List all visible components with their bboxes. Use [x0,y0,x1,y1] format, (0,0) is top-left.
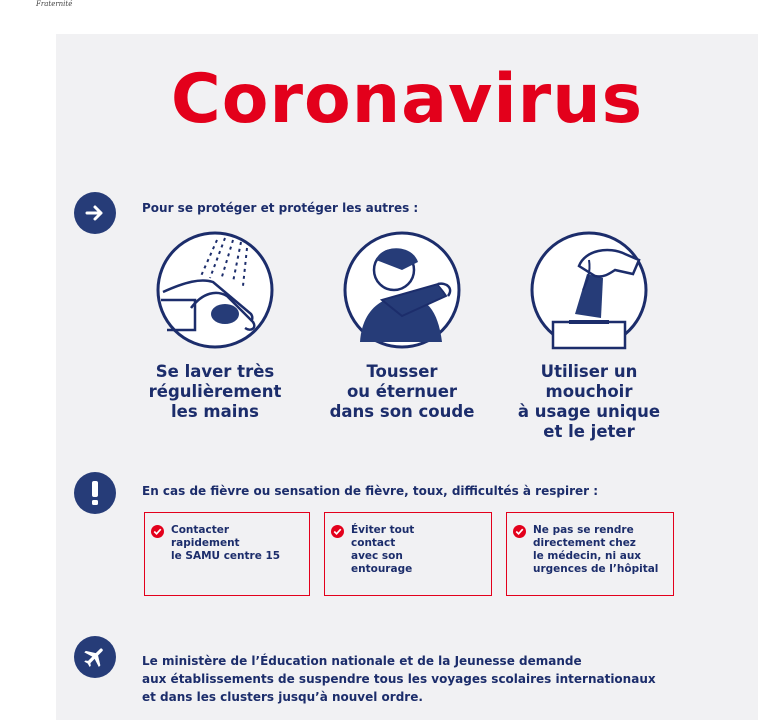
fever-heading: En cas de fièvre ou sensation de fièvre, toux, difficultés à respirer : [142,484,599,498]
alert-avoid-contact: Éviter tout contact avec son entourage [324,512,492,596]
caption-cough-elbow: Tousser ou éternuer dans son coude [329,362,475,421]
alert-no-doctor-visit: Ne pas se rendre directement chez le médecin, ni aux urgences de l’hôpital [506,512,674,596]
check-icon [331,525,344,538]
protect-heading: Pour se protéger et protéger les autres : [142,201,419,215]
wash-hands-icon [155,230,275,350]
republic-motto: Fraternité [36,0,73,8]
arrow-right-icon [74,192,116,234]
caption-wash-hands: Se laver très régulièrement les mains [148,362,282,421]
coronavirus-poster [56,34,758,720]
cough-elbow-icon [342,230,462,350]
check-icon [513,525,526,538]
travel-notice: Le ministère de l’Éducation nationale et de la Jeunesse demande aux établissements de suspendre tous les voyages scolaires internationaux et dans les clusters jusqu’à nouvel ordre. [142,654,656,704]
alert-call-samu: Contacter rapidement le SAMU centre 15 [144,512,310,596]
tissue-icon [529,230,649,350]
check-icon [151,525,164,538]
exclamation-icon [74,472,116,514]
caption-tissue: Utiliser un mouchoir à usage unique et le jeter [517,362,661,441]
airplane-icon [74,636,116,678]
poster-title: Coronavirus [170,60,644,139]
